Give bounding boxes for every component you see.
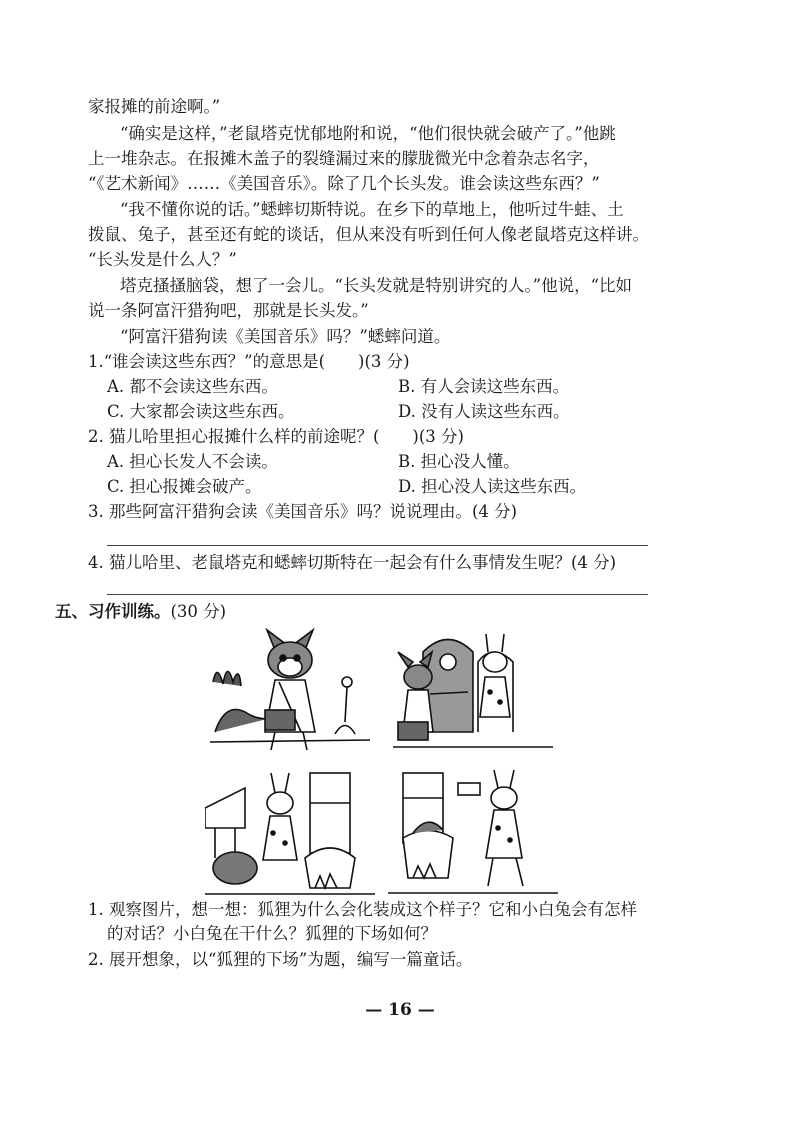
- passage-line: “阿富汗猎狗读《美国音乐》吗？”蟋蟀问道。: [120, 327, 451, 346]
- page-number: — 16 —: [365, 1000, 435, 1020]
- passage-line: “《艺术新闻》……《美国音乐》。除了几个长头发。谁会读这些东西？”: [88, 174, 600, 193]
- passage-line: 拨鼠、兔子，甚至还有蛇的谈话，但从来没有听到任何人像老鼠塔克这样讲。: [88, 225, 649, 244]
- task-1-line-2: 的对话？小白兔在干什么？狐狸的下场如何？: [107, 924, 437, 943]
- fox-salesman-illustration: [205, 622, 375, 762]
- fox-in-pot-illustration: [388, 768, 558, 898]
- passage-line: 说一条阿富汗猎狗吧，那就是长头发。”: [88, 301, 369, 320]
- q2-option-c[interactable]: C. 担心报摊会破产。: [107, 477, 262, 496]
- answer-line-q3[interactable]: [107, 545, 648, 546]
- passage-line: 家报摊的前途啊。”: [88, 97, 221, 116]
- task-2: 2. 展开想象，以“狐狸的下场”为题，编写一篇童话。: [88, 950, 473, 969]
- q1-option-d[interactable]: D. 没有人读这些东西。: [398, 402, 570, 421]
- passage-line: “我不懂你说的话。”蟋蟀切斯特说。在乡下的草地上，他听过牛蛙、土: [120, 200, 624, 219]
- question-3: 3. 那些阿富汗猎狗会读《美国音乐》吗？说说理由。(4 分): [88, 502, 518, 521]
- answer-line-q4[interactable]: [107, 594, 648, 595]
- q1-option-c[interactable]: C. 大家都会读这些东西。: [107, 402, 295, 421]
- passage-line: 塔克搔搔脑袋，想了一会儿。“长头发就是特别讲究的人。”他说，“比如: [120, 276, 633, 295]
- section-5-score: (30 分): [170, 602, 227, 621]
- question-1: 1.“谁会读这些东西？”的意思是( )(3 分): [88, 352, 410, 371]
- fox-at-door-illustration: [388, 622, 558, 762]
- q2-option-a[interactable]: A. 担心长发人不会读。: [107, 452, 278, 471]
- task-1-line-1: 1. 观察图片，想一想：狐狸为什么会化装成这个样子？它和小白兔会有怎样: [88, 900, 637, 919]
- passage-line: 上一堆杂志。在报摊木盖子的裂缝漏过来的朦胧微光中念着杂志名字，: [88, 149, 600, 168]
- section-5-title: 五、习作训练。: [55, 602, 171, 621]
- rabbit-kitchen-illustration: [205, 768, 375, 898]
- question-4: 4. 猫儿哈里、老鼠塔克和蟋蟀切斯特在一起会有什么事情发生呢？(4 分): [88, 553, 617, 572]
- q2-option-d[interactable]: D. 担心没人读这些东西。: [398, 477, 587, 496]
- q1-option-a[interactable]: A. 都不会读这些东西。: [107, 377, 278, 396]
- passage-line: “确实是这样，”老鼠塔克忧郁地附和说，“他们很快就会破产了。”他跳: [120, 124, 616, 143]
- passage-line: “长头发是什么人？”: [88, 250, 237, 269]
- q2-option-b[interactable]: B. 担心没人懂。: [398, 452, 520, 471]
- section-5-heading: [55, 601, 226, 623]
- question-2: 2. 猫儿哈里担心报摊什么样的前途呢？( )(3 分): [88, 427, 464, 446]
- q1-option-b[interactable]: B. 有人会读这些东西。: [398, 377, 570, 396]
